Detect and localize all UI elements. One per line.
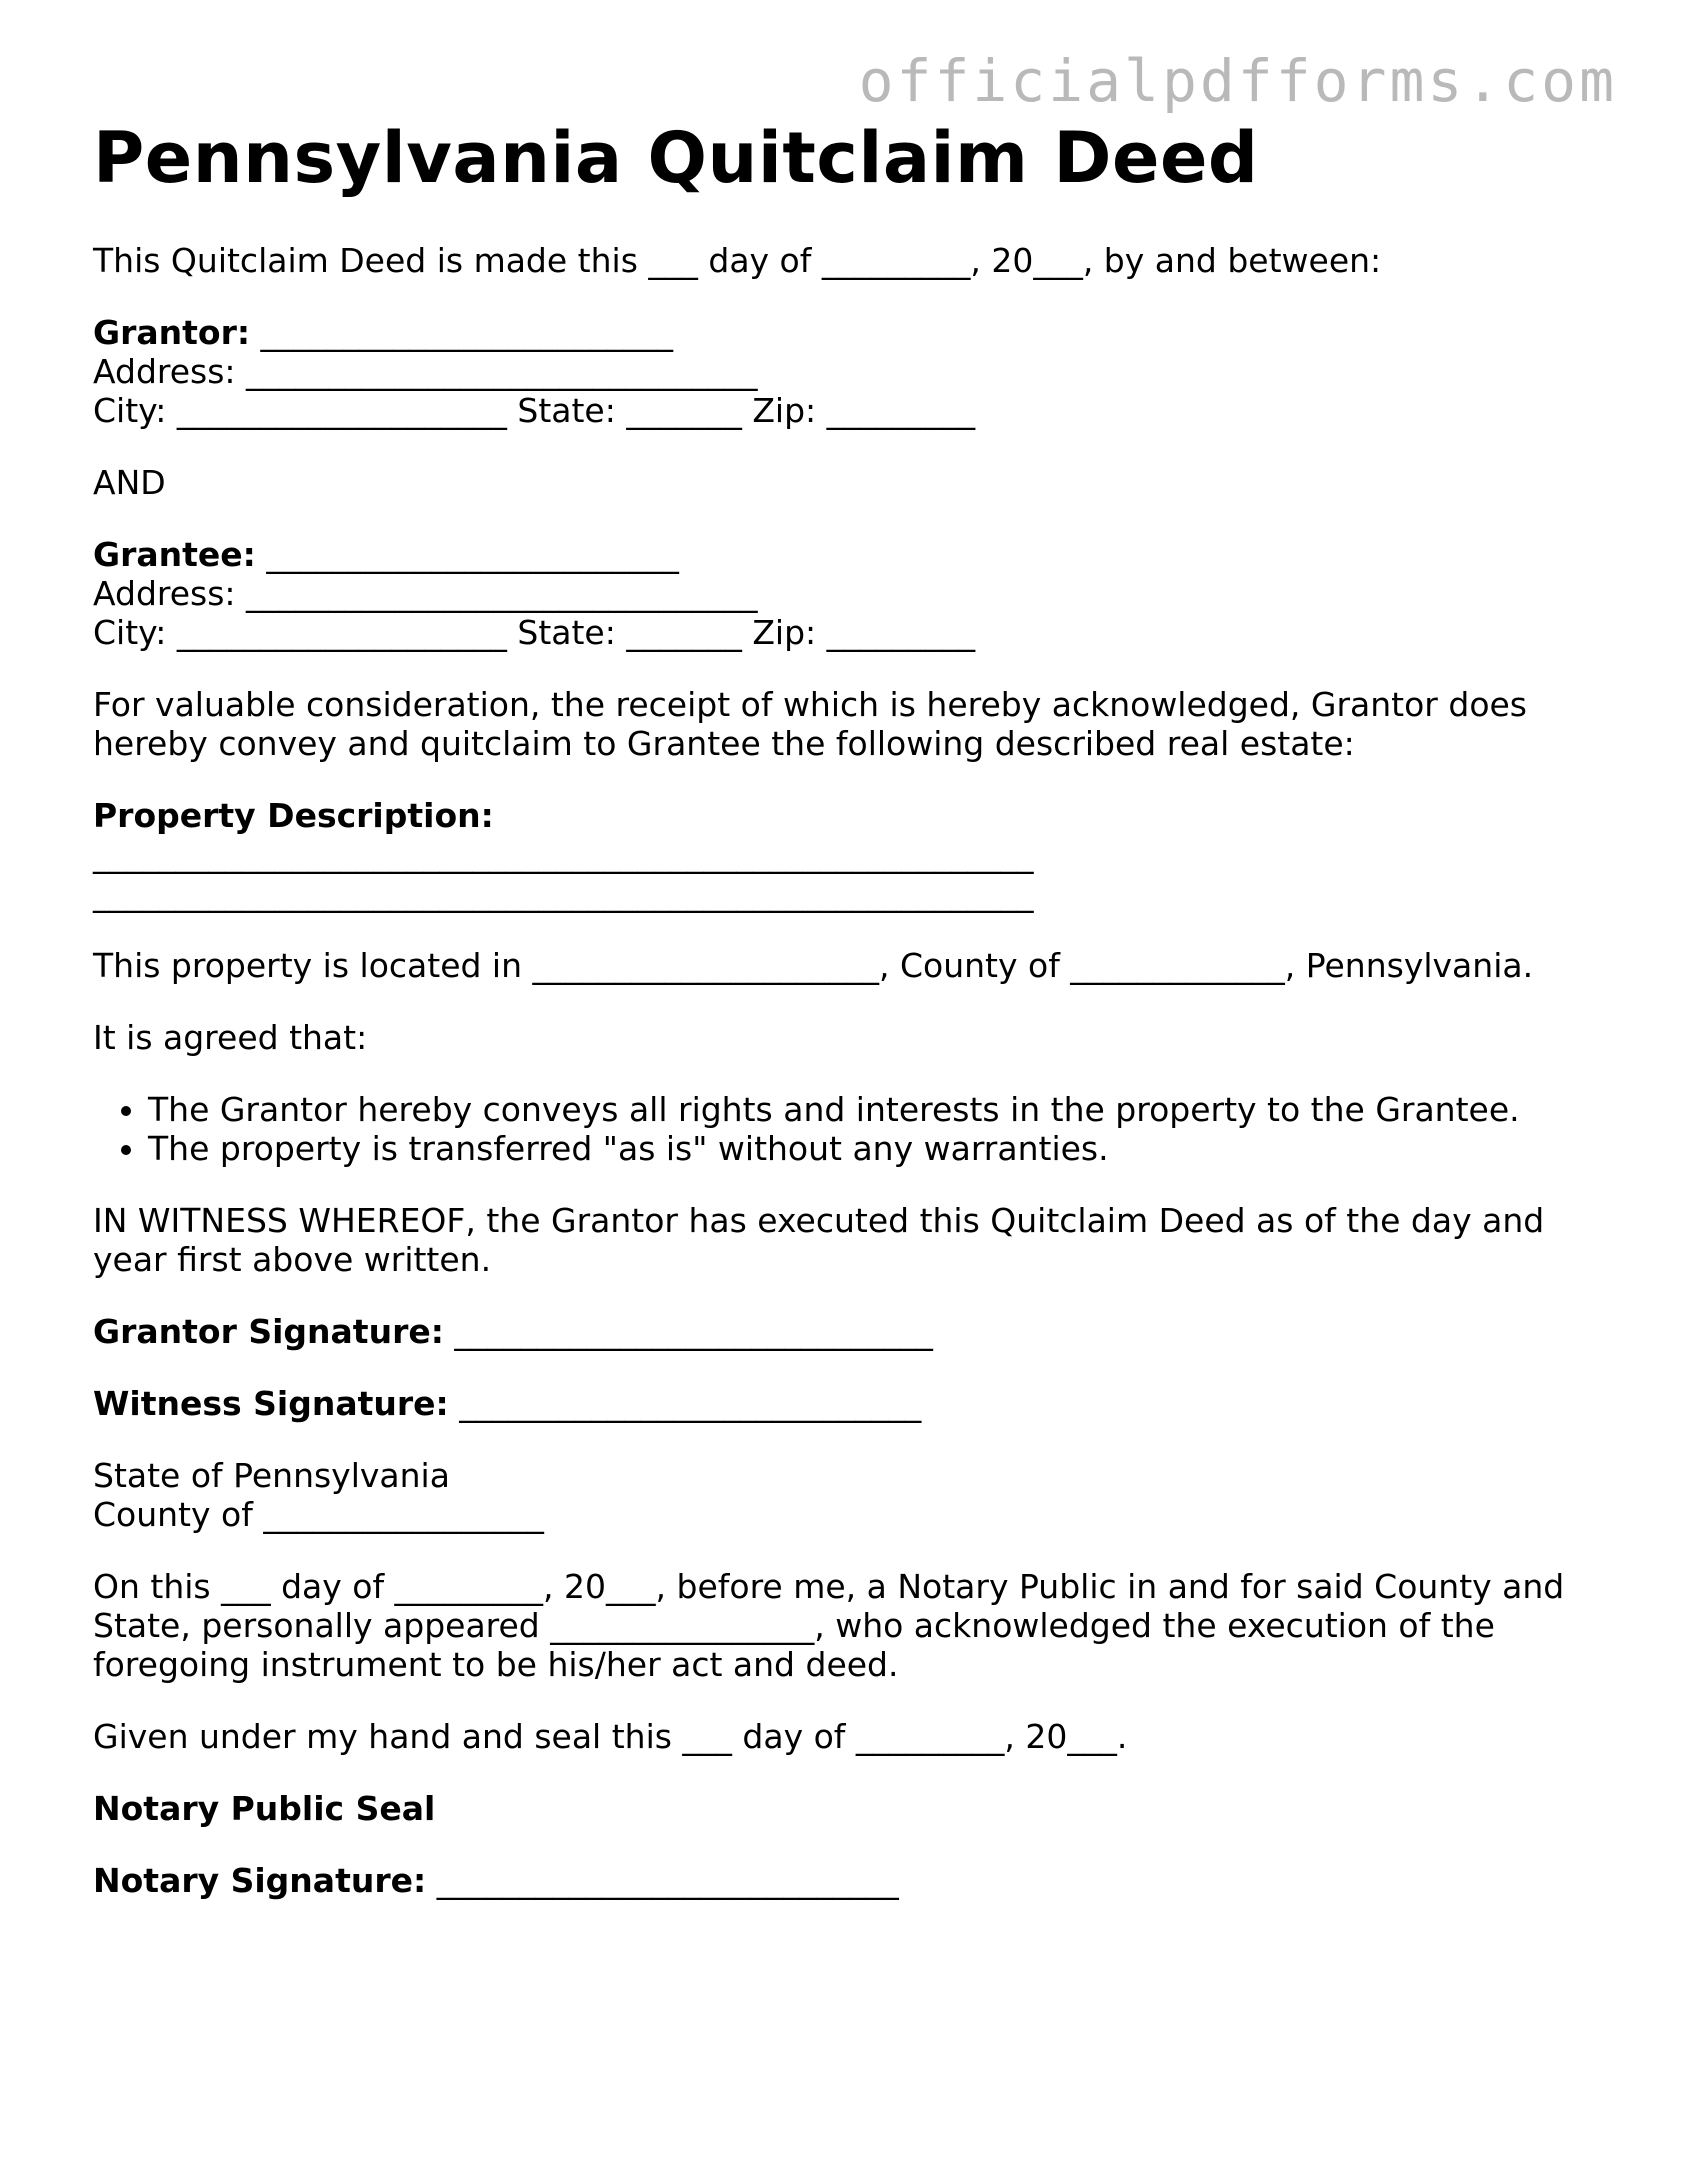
grantor-section xyxy=(93,313,1613,430)
state-line: State of Pennsylvania xyxy=(93,1456,450,1495)
county-field[interactable]: County of _________________ xyxy=(93,1495,544,1534)
and-text: AND xyxy=(93,463,166,502)
property-description-line-2[interactable]: _________________________________________________________ xyxy=(93,874,1034,913)
location-text[interactable]: This property is located in _____________________, County of _____________, Pennsylvania. xyxy=(93,946,1534,985)
notary-signature-label: Notary Signature: xyxy=(93,1861,427,1900)
intro-text: This Quitclaim Deed is made this ___ day of _________, 20___, by and between: xyxy=(93,241,1382,280)
property-section xyxy=(93,796,1613,913)
notary-seal-label: Notary Public Seal xyxy=(93,1789,436,1828)
grantor-signature-label: Grantor Signature: xyxy=(93,1312,444,1351)
watermark: officialpdfforms.com xyxy=(858,47,1617,115)
list-item: • The property is transferred "as is" without any warranties. xyxy=(148,1129,1613,1168)
notary-acknowledgment-text[interactable]: On this ___ day of _________, 20___, before me, a Notary Public in and for said County and State, personally appeared ________________, who acknowledged the execution of the foregoing instrument to be his/her act and deed. xyxy=(93,1567,1565,1684)
grantee-name-field[interactable]: _________________________ xyxy=(255,535,679,574)
grantee-section xyxy=(93,535,1613,652)
given-under-hand-text[interactable]: Given under my hand and seal this ___ day of _________, 20___. xyxy=(93,1717,1128,1756)
conveyance-text: For valuable consideration, the receipt of which is hereby acknowledged, Grantor does hereby convey and quitclaim to Grantee the following described real estate: xyxy=(93,685,1528,763)
property-description-label: Property Description: xyxy=(93,796,494,835)
property-description-line-1[interactable]: _________________________________________________________ xyxy=(93,835,1034,874)
grantee-address-field[interactable]: Address: _______________________________ xyxy=(93,574,758,613)
grantor-signature-field[interactable]: _____________________________ xyxy=(443,1312,933,1351)
grantor-name-row xyxy=(93,313,1613,352)
page-title: Pennsylvania Quitclaim Deed xyxy=(93,117,1259,199)
witness-signature-row xyxy=(93,1384,1613,1423)
agreed-text: It is agreed that: xyxy=(93,1018,368,1057)
grantor-name-field[interactable]: _________________________ xyxy=(250,313,674,352)
grantor-signature-row xyxy=(93,1312,1613,1351)
grantor-city-state-zip-field[interactable]: City: ____________________ State: _______ Zip: _________ xyxy=(93,391,976,430)
grantee-label: Grantee: xyxy=(93,535,256,574)
notary-signature-row xyxy=(93,1861,1613,1900)
grantee-city-state-zip-field[interactable]: City: ____________________ State: _______ Zip: _________ xyxy=(93,613,976,652)
list-item: • The Grantor hereby conveys all rights and interests in the property to the Grantee. xyxy=(148,1090,1613,1129)
witness-clause: IN WITNESS WHEREOF, the Grantor has executed this Quitclaim Deed as of the day and year first above written. xyxy=(93,1201,1545,1279)
grantor-address-field[interactable]: Address: _______________________________ xyxy=(93,352,758,391)
notary-venue xyxy=(93,1456,1613,1534)
grantee-name-row xyxy=(93,535,1613,574)
terms-list xyxy=(93,1090,1613,1168)
witness-signature-field[interactable]: ____________________________ xyxy=(448,1384,922,1423)
grantor-label: Grantor: xyxy=(93,313,251,352)
notary-signature-field[interactable]: ____________________________ xyxy=(426,1861,899,1900)
witness-signature-label: Witness Signature: xyxy=(93,1384,449,1423)
document xyxy=(93,117,1613,1900)
